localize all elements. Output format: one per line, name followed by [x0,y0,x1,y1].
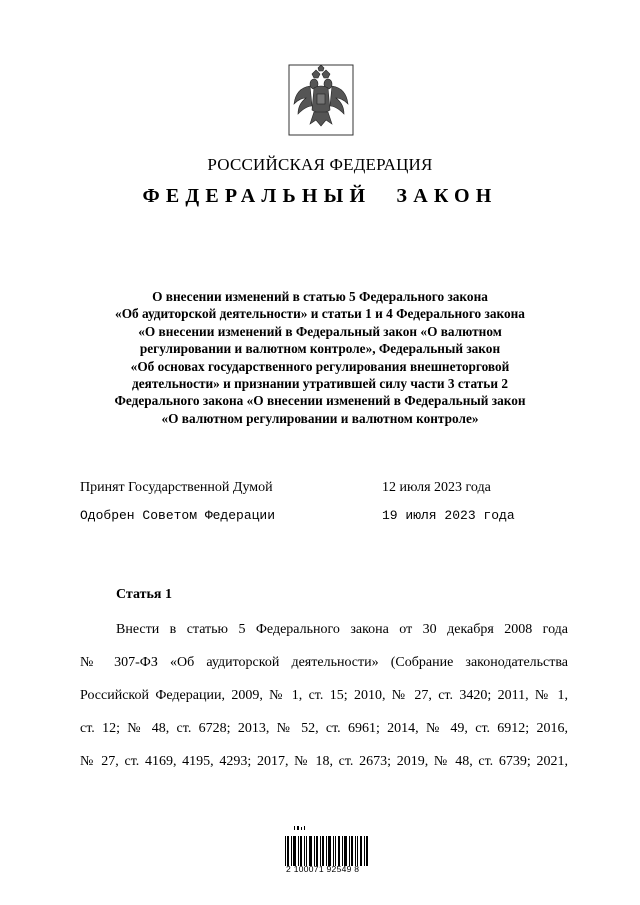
title-line: «Об основах государственного регулирования внешнеторговой [130,358,510,374]
title-line: О внесении изменений в статью 5 Федерального закона [152,289,488,304]
title-line: деятельности» и признании утратившей силу части 3 статьи 2 [132,376,508,392]
duma-label: Принят Государственной Думой [80,480,273,495]
law-title [40,288,600,427]
document-type: ФЕДЕРАЛЬНЫЙ ЗАКОН [142,185,498,207]
title-line: Федерального закона «О внесении изменений в Федеральный закон [114,393,526,409]
council-date: 19 июля 2023 года [382,508,515,523]
article-text-line: ст. 12; № 48, ст. 6728; 2013, № 52, ст. 6961; 2014, № 49, ст. 6912; 2016, [80,721,568,736]
duma-date: 12 июля 2023 года [382,480,491,495]
article-text-line: № 307-ФЗ «Об аудиторской деятельности» (Собрание законодательства [80,655,568,670]
country-name: РОССИЙСКАЯ ФЕДЕРАЦИЯ [207,155,433,174]
title-line: регулировании и валютном контроле», Федеральный закон [139,341,501,357]
barcode-number: 2 100071 92549 8 [286,864,360,874]
article-text-line: № 27, ст. 4169, 4195, 4293; 2017, № 18, ст. 2673; 2019, № 48, ст. 6739; 2021, [80,754,568,769]
article-heading: Статья 1 [116,587,172,602]
coat-of-arms-icon [288,64,354,136]
title-line: «Об аудиторской деятельности» и статьи 1 и 4 Федерального закона [115,306,525,322]
council-label: Одобрен Советом Федерации [80,508,276,523]
article-text-line: Внести в статью 5 Федерального закона от 30 декабря 2008 года [116,622,568,637]
title-line: «О внесении изменений в Федеральный закон «О валютном [138,323,502,339]
article-text-line: Российской Федерации, 2009, № 1, ст. 15; 2010, № 27, ст. 3420; 2011, № 1, [80,688,568,703]
title-line: «О валютном регулировании и валютном контроле» [161,410,479,426]
